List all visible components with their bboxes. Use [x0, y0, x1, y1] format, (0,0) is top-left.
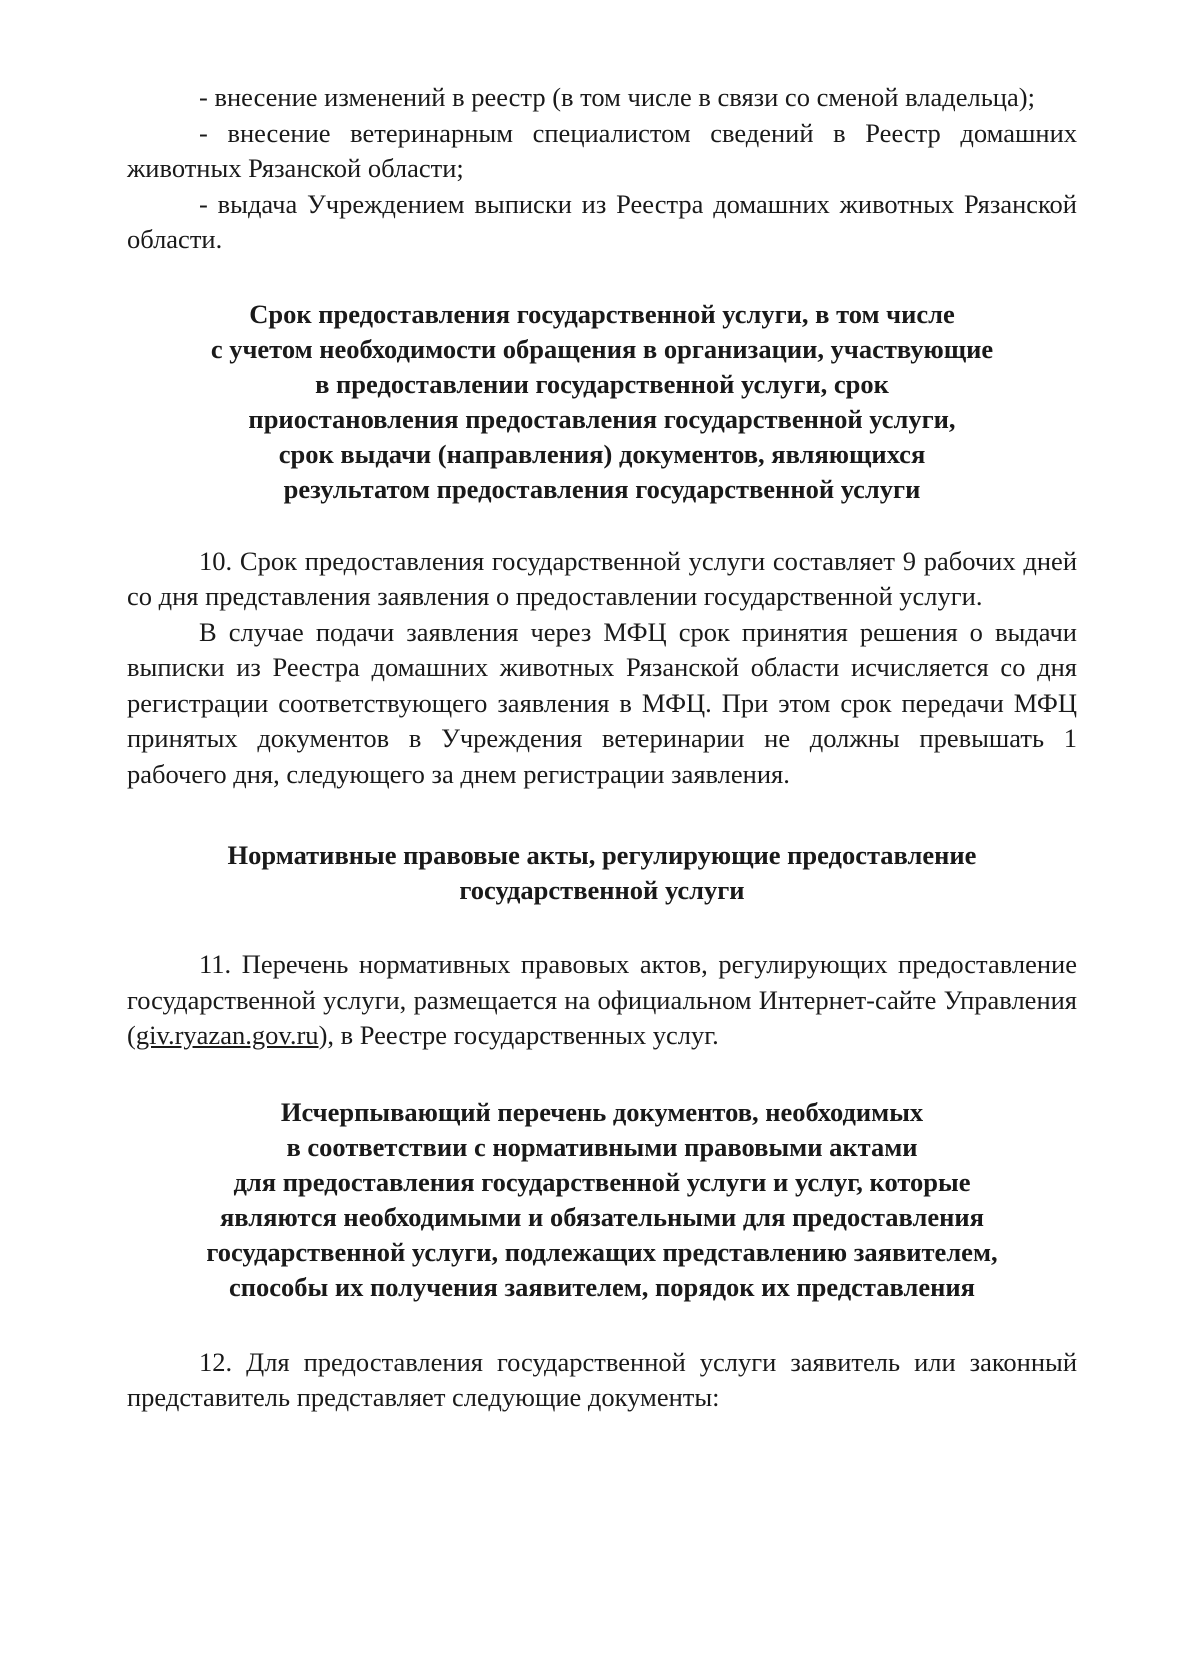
section-heading-term [127, 297, 1077, 507]
section-heading-documents [127, 1095, 1077, 1305]
heading-line: результатом предоставления государственной услуги [283, 473, 921, 504]
heading-line: с учетом необходимости обращения в организации, участвующие [210, 333, 994, 364]
paragraph-11 [127, 947, 1077, 1054]
heading-line: Исчерпывающий перечень документов, необходимых [280, 1096, 924, 1127]
heading-line: государственной услуги, подлежащих представлению заявителем, [206, 1236, 998, 1267]
heading-line: являются необходимыми и обязательными для предоставления [219, 1201, 985, 1232]
page-content [127, 80, 1077, 1416]
paragraph-11-text-start: 11. Перечень нормативных правовых актов, регулирующих предоставление государственной услуги, размещается на официальном Интернет-сайте Управления ( [127, 949, 1077, 1050]
heading-line: в предоставлении государственной услуги, срок [315, 368, 889, 399]
paragraph-12: 12. Для предоставления государственной услуги заявитель или законный представитель представляет следующие документы: [127, 1346, 1077, 1412]
heading-line: приостановления предоставления государственной услуги, [248, 403, 956, 434]
heading-line: Нормативные правовые акты, регулирующие предоставление [227, 840, 977, 870]
heading-line: Срок предоставления государственной услуги, в том числе [249, 298, 955, 329]
list-item-vet-entry: - внесение ветеринарным специалистом сведений в Реестр домашних животных Рязанской области; [127, 117, 1077, 183]
paragraph-11-text-end: ), в Реестре государственных услуг. [318, 1020, 719, 1050]
heading-line: для предоставления государственной услуги и услуг, которые [233, 1166, 971, 1197]
paragraph-10: 10. Срок предоставления государственной услуги составляет 9 рабочих дней со дня представления заявления о предоставлении государственной услуги. [127, 545, 1077, 611]
heading-line: в соответствии с нормативными правовыми актами [286, 1131, 918, 1162]
section-heading-acts [127, 838, 1077, 908]
list-item-extract-issue: - выдача Учреждением выписки из Реестра домашних животных Рязанской области. [127, 188, 1077, 254]
paragraph-mfc: В случае подачи заявления через МФЦ срок принятия решения о выдачи выписки из Реестра домашних животных Рязанской области исчисляется со дня регистрации соответствующего заявления в МФЦ. При этом срок передачи МФЦ принятых документов в Учреждения ветеринарии не должны превышать 1 рабочего дня, следующего за днем регистрации заявления. [127, 616, 1077, 789]
heading-line: срок выдачи (направления) документов, являющихся [278, 438, 926, 469]
website-link[interactable]: giv.ryazan.gov.ru [135, 1020, 319, 1050]
list-item-registry-changes: - внесение изменений в реестр (в том числе в связи со сменой владельца); [199, 82, 1035, 112]
heading-line: государственной услуги [459, 875, 745, 905]
heading-line: способы их получения заявителем, порядок их представления [229, 1271, 975, 1302]
